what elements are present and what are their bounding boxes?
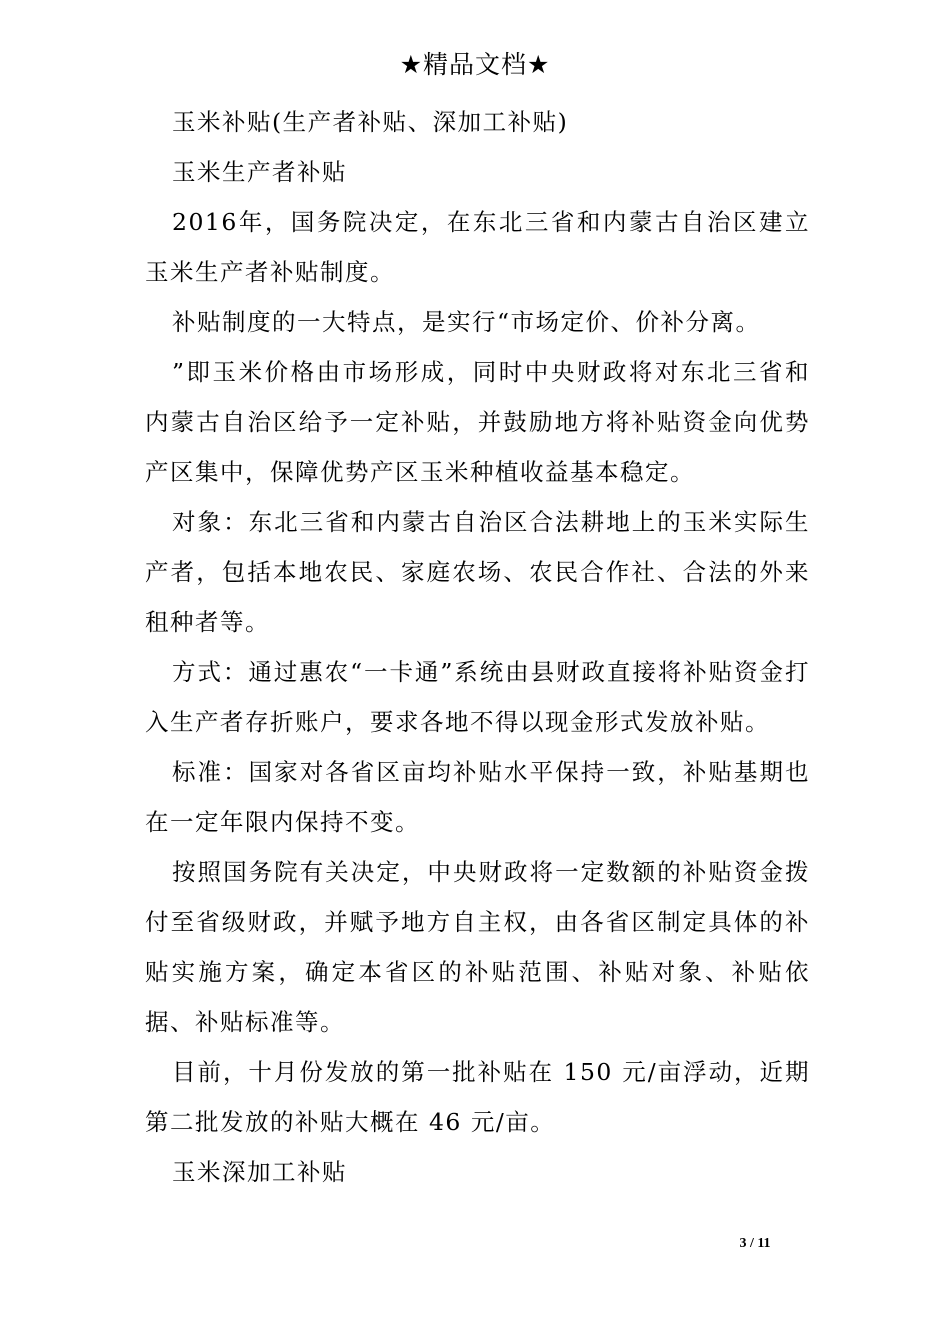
paragraph-intro: 2016年，国务院决定，在东北三省和内蒙古自治区建立玉米生产者补贴制度。 (145, 208, 810, 286)
paragraph-current-amount: 目前，十月份发放的第一批补贴在 150 元/亩浮动，近期第二批发放的补贴大概在 46 元/亩。 (145, 1058, 810, 1136)
document-header-title: ★精品文档★ (399, 50, 551, 79)
paragraph-section-heading: 玉米深加工补贴 (172, 1158, 347, 1186)
paragraph-method: 方式：通过惠农“一卡通”系统由县财政直接将补贴资金打入生产者存折账户，要求各地不得以现金形式发放补贴。 (145, 658, 810, 736)
paragraph-feature-detail: ”即玉米价格由市场形成，同时中央财政将对东北三省和内蒙古自治区给予一定补贴，并鼓励地方将补贴资金向优势产区集中，保障优势产区玉米种植收益基本稳定。 (145, 358, 810, 486)
paragraph-target: 对象：东北三省和内蒙古自治区合法耕地上的玉米实际生产者，包括本地农民、家庭农场、农民合作社、合法的外来租种者等。 (145, 508, 810, 636)
paragraph-policy: 按照国务院有关决定，中央财政将一定数额的补贴资金拨付至省级财政，并赋予地方自主权，由各省区制定具体的补贴实施方案，确定本省区的补贴范围、补贴对象、补贴依据、补贴标准等。 (145, 858, 810, 1036)
paragraph-subheading: 玉米生产者补贴 (172, 158, 347, 186)
paragraph-feature: 补贴制度的一大特点，是实行“市场定价、价补分离。 (172, 308, 761, 336)
paragraph-heading: 玉米补贴(生产者补贴、深加工补贴) (172, 108, 569, 136)
page-number: 3 / 11 (739, 1236, 771, 1251)
document-body (145, 97, 810, 1197)
paragraph-standard: 标准：国家对各省区亩均补贴水平保持一致，补贴基期也在一定年限内保持不变。 (145, 758, 810, 836)
